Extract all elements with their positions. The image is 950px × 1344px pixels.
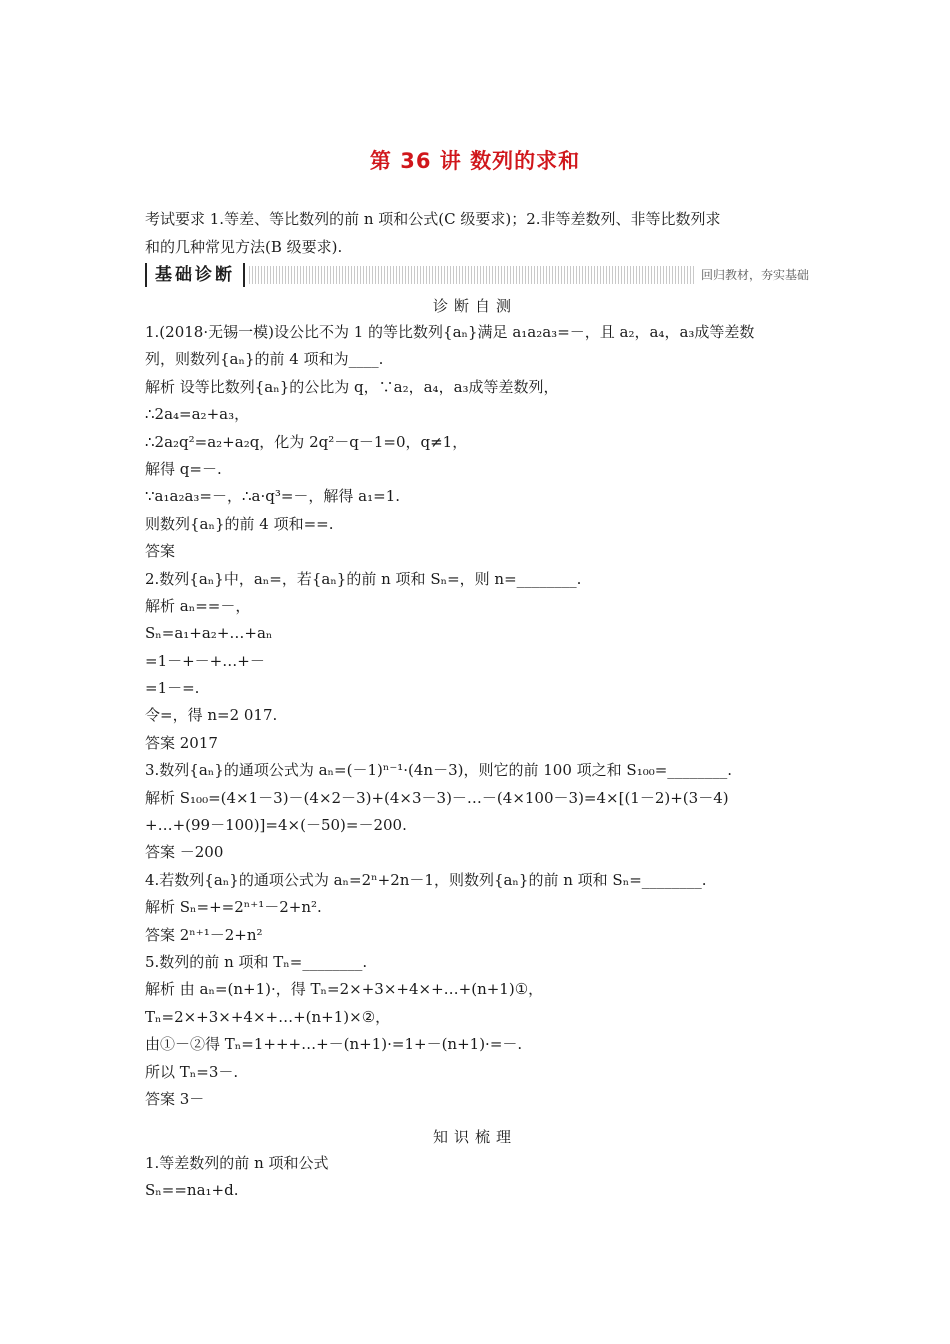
requirement-line-1: 考试要求 1.等差、等比数列的前 n 项和公式(C 级要求)；2.非等差数列、非等比数列求 xyxy=(145,210,721,228)
text-line: 解析 由 aₙ=(n+1)·，得 Tₙ=2×+3×+4×+…+(n+1)①， xyxy=(145,980,544,999)
text-line: ∴2a₂q²=a₂+a₂q，化为 2q²－q－1=0，q≠1， xyxy=(145,432,468,451)
answer-line: 答案 xyxy=(145,542,176,561)
text-line: Sₙ=a₁+a₂+…+aₙ xyxy=(145,624,273,643)
text-line: 2.数列{aₙ}中，aₙ=，若{aₙ}的前 n 项和 Sₙ=，则 n=________. xyxy=(145,569,582,588)
text-line: 3.数列{aₙ}的通项公式为 aₙ=(－1)ⁿ⁻¹·(4n－3)，则它的前 100 项之和 S₁₀₀=________. xyxy=(145,761,733,780)
text-line: +…+(99－100)]=4×(－50)=－200. xyxy=(145,816,407,835)
text-line: 令=，得 n=2 017. xyxy=(145,706,278,725)
knowledge-content xyxy=(145,1150,825,1205)
text-line: 所以 Tₙ=3－. xyxy=(145,1062,239,1081)
text-line: 解析 Sₙ=+=2ⁿ⁺¹－2+n². xyxy=(145,898,322,917)
text-line: 列，则数列{aₙ}的前 4 项和为____. xyxy=(145,350,384,369)
answer-line: 答案 2ⁿ⁺¹－2+n² xyxy=(145,925,263,944)
section-banner xyxy=(145,263,815,287)
requirement-line-2: 和的几种常见方法(B 级要求). xyxy=(145,238,343,256)
text-line: 1.(2018·无锡一模)设公比不为 1 的等比数列{aₙ}满足 a₁a₂a₃=－，且 a₂，a₄，a₃成等差数 xyxy=(145,323,755,341)
text-line: ∴2a₄=a₂+a₃， xyxy=(145,405,250,424)
text-line: 由①－②得 Tₙ=1+++…+－(n+1)·=1+－(n+1)·=－. xyxy=(145,1035,523,1054)
text-line: 解析 设等比数列{aₙ}的公比为 q，∵a₂，a₄，a₃成等差数列， xyxy=(145,377,559,396)
text-line: 5.数列的前 n 项和 Tₙ=________. xyxy=(145,952,368,971)
text-line: Tₙ=2×+3×+4×+…+(n+1)×②， xyxy=(145,1007,391,1026)
section-heading-knowledge: 知识梳理 xyxy=(432,1128,517,1146)
text-line: 4.若数列{aₙ}的通项公式为 aₙ=2ⁿ+2n－1，则数列{aₙ}的前 n 项和 Sₙ=________. xyxy=(145,870,707,889)
answer-line: 答案 2017 xyxy=(145,733,218,752)
text-line: 解得 q=－. xyxy=(145,459,222,478)
exam-requirement xyxy=(145,205,815,261)
text-line: 解析 aₙ==－， xyxy=(145,596,251,615)
text-line: =1－+－+…+－ xyxy=(145,651,265,670)
text-line: =1－=. xyxy=(145,679,200,698)
diagnosis-content xyxy=(145,319,825,1113)
lecture-title: 第 36 讲 数列的求和 xyxy=(369,149,581,173)
banner-tagline: 回归教材，夯实基础 xyxy=(695,265,815,285)
section-heading-diagnosis: 诊断自测 xyxy=(432,297,517,315)
text-line: ∵a₁a₂a₃=－，∴a·q³=－，解得 a₁=1. xyxy=(145,487,401,506)
banner-label: 基础诊断 xyxy=(145,263,245,287)
answer-line: 答案 －200 xyxy=(145,843,224,862)
answer-line: 答案 3－ xyxy=(145,1089,205,1108)
text-line: Sₙ==na₁+d. xyxy=(145,1181,239,1200)
text-line: 解析 S₁₀₀=(4×1－3)－(4×2－3)+(4×3－3)－…－(4×100－3)=4×[(1－2)+(3－4) xyxy=(145,788,729,807)
text-line: 则数列{aₙ}的前 4 项和==. xyxy=(145,514,334,533)
text-line: 1.等差数列的前 n 项和公式 xyxy=(145,1154,329,1172)
